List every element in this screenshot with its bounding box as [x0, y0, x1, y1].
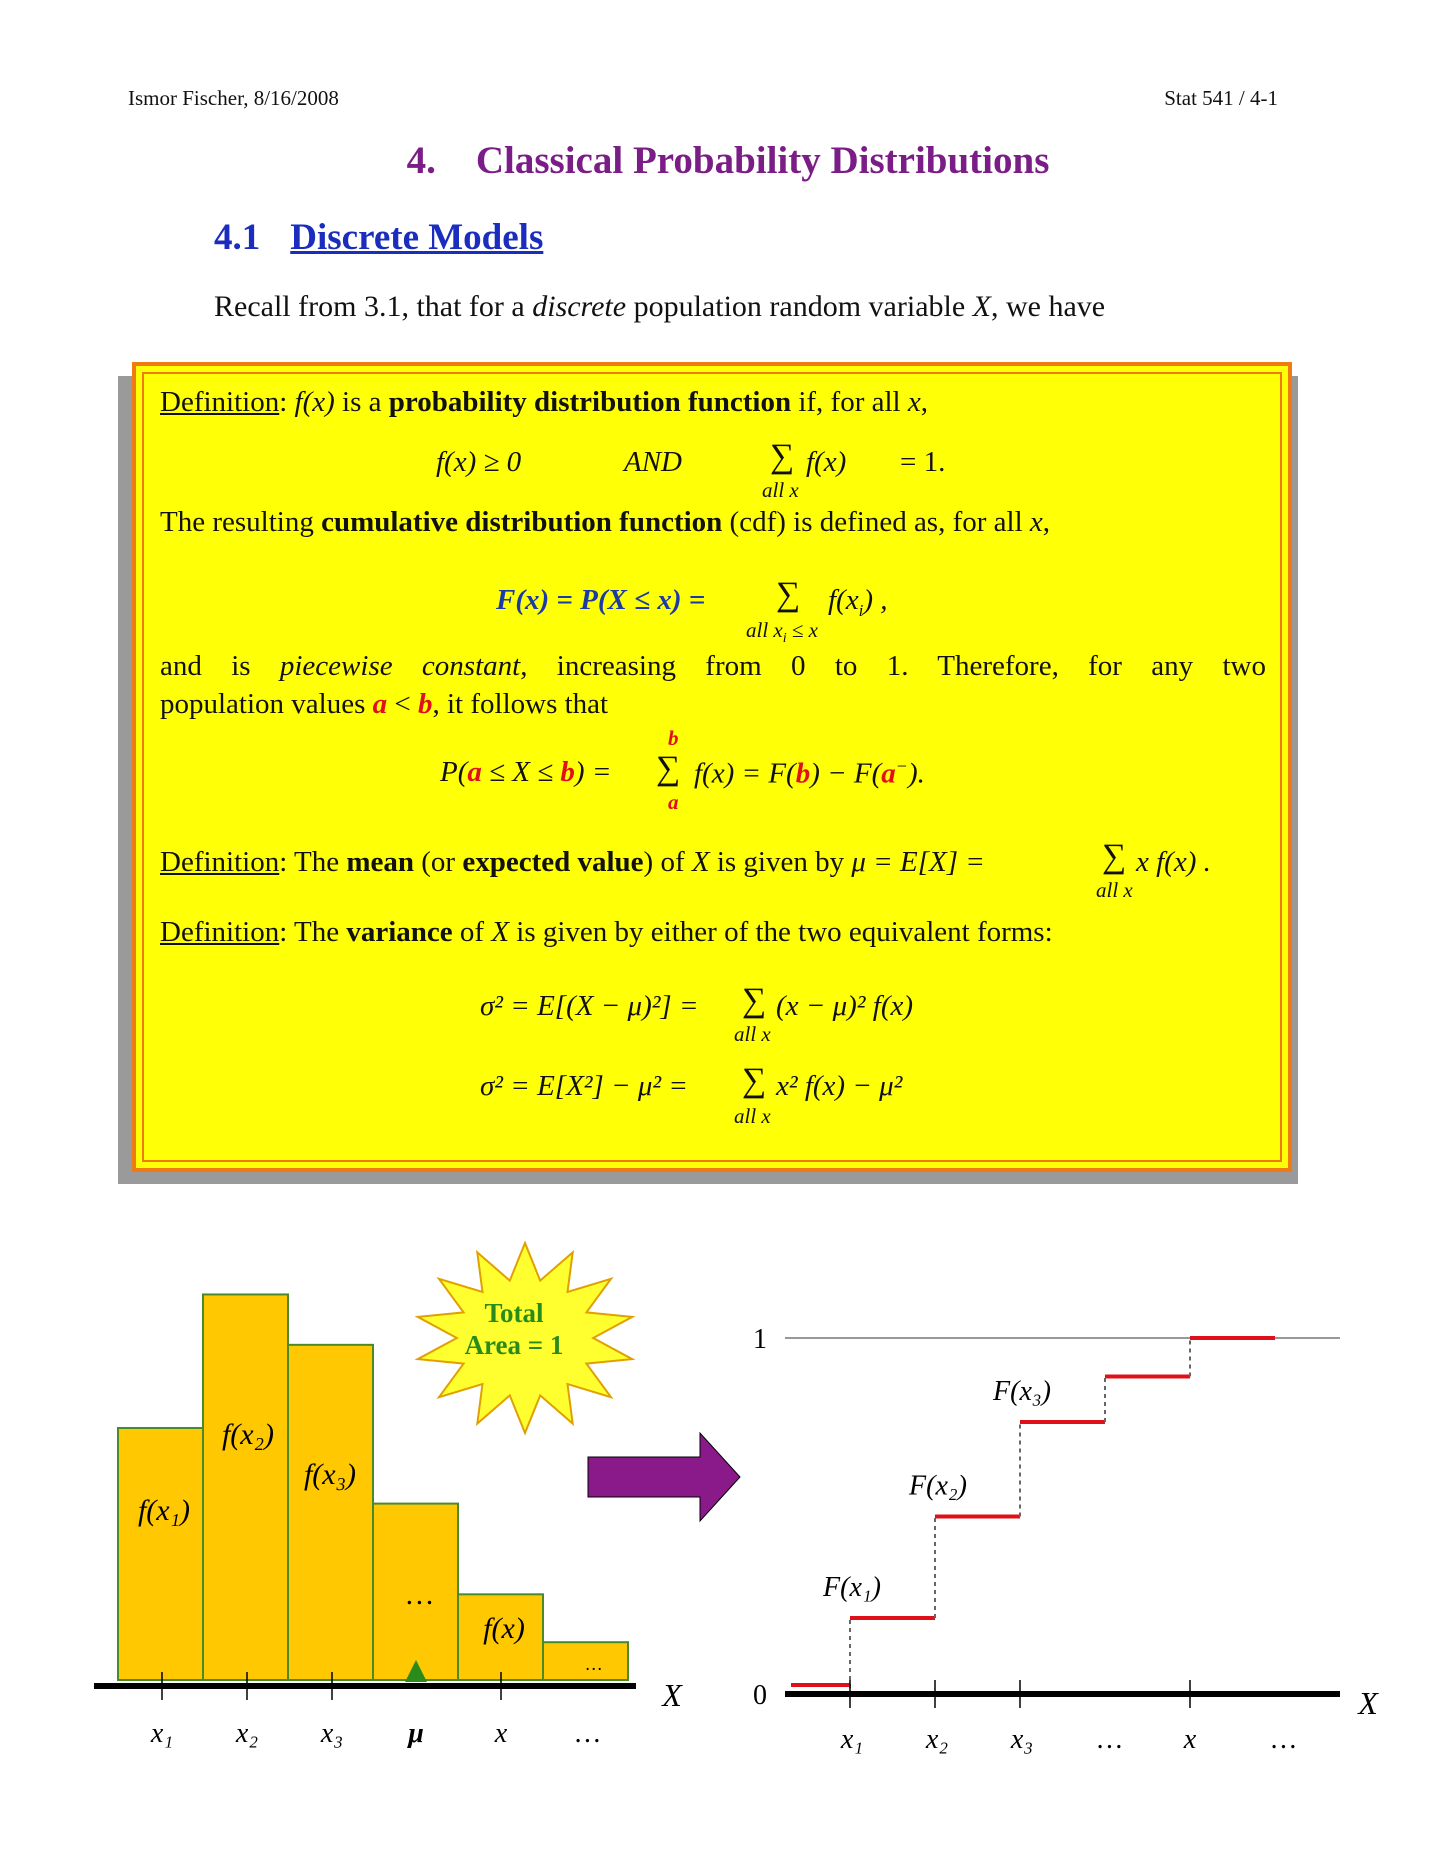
eq4-under: all x — [734, 1022, 771, 1046]
bar-label: … — [585, 1654, 603, 1674]
term-cdf: cumulative distribution function — [321, 506, 723, 538]
sigma-icon: ∑ — [770, 438, 795, 475]
text: < — [387, 688, 418, 720]
population-line — [160, 688, 608, 721]
var-a: a — [372, 688, 388, 720]
figures — [0, 1220, 1456, 1780]
tick-label: x₃ — [320, 1718, 344, 1749]
eq1-left: f(x) ≥ 0 — [436, 446, 522, 478]
text: , — [1042, 506, 1051, 538]
text: The resulting — [160, 506, 322, 538]
bar-label: … — [406, 1578, 434, 1611]
eq5-lhs: σ² = E[X²] − μ² = — [480, 1070, 688, 1102]
header-page-ref: Stat 541 / 4-1 — [1164, 86, 1278, 110]
histogram-bar — [203, 1294, 288, 1680]
eq2-under: all $x_i \le x$ — [746, 618, 818, 647]
starburst-line-2: Area = 1 — [464, 1330, 564, 1360]
starburst-line-1: Total — [484, 1298, 544, 1328]
intro-end: , we have — [991, 290, 1106, 323]
term-pdf: probability distribution function — [388, 386, 792, 418]
tick-label: … — [1271, 1724, 1297, 1755]
intro-text — [214, 290, 1105, 324]
text: , it follows that — [432, 688, 609, 720]
definition-1 — [160, 386, 928, 419]
bar-label: f(x₂) — [221, 1418, 275, 1451]
definition-label: Definition — [160, 386, 280, 418]
y-top-label: 1 — [753, 1324, 767, 1355]
intro-var: X — [972, 290, 991, 323]
cdf-step-label: F(x₁) — [823, 1572, 881, 1603]
var-x: x — [1029, 506, 1043, 538]
tick-label: … — [1097, 1724, 1123, 1755]
def2-sum: x f(x) . — [1136, 846, 1211, 878]
starburst — [418, 1243, 632, 1433]
section-link[interactable]: Discrete Models — [290, 217, 544, 258]
var-b: b — [418, 688, 433, 720]
axis-label: X — [662, 1677, 682, 1713]
eq4-rhs: (x − μ)² f(x) — [776, 990, 913, 1022]
term-expected-value: expected value — [462, 846, 644, 878]
sigma-icon: ∑ — [656, 750, 681, 787]
sigma-icon: ∑ — [742, 982, 767, 1019]
text: , increasing from 0 to 1. Therefore, for any two — [520, 650, 1266, 682]
eq3-top: b — [668, 726, 679, 750]
cdf-step-label: F(x₂) — [909, 1470, 967, 1502]
text: and is — [160, 650, 280, 682]
chapter-number: 4. — [406, 139, 436, 182]
definition-box — [132, 362, 1292, 1172]
text: (cdf) is defined as, for all — [722, 506, 1030, 538]
histogram-bar — [288, 1345, 373, 1680]
text: population values — [160, 688, 373, 720]
piecewise-line — [160, 650, 1266, 683]
chapter-title — [0, 138, 1456, 183]
tick-label: … — [575, 1718, 601, 1749]
tick-label: x₃ — [1010, 1724, 1034, 1755]
intro-em: discrete — [532, 290, 627, 323]
eq3-rhs: f(x) = F(b) − F(a−). — [694, 756, 925, 790]
eq1-eq: = 1. — [900, 446, 946, 478]
cdf-line — [160, 506, 1050, 539]
text: if, for all — [791, 386, 908, 418]
definition-2: Definition: The mean (or expected value) of X is given by μ = E[X] = — [160, 846, 985, 878]
eq1-and: AND — [624, 446, 682, 478]
eq5-rhs: x² f(x) − μ² — [776, 1070, 903, 1102]
eq1-under: all x — [762, 478, 799, 502]
cdf-plot — [753, 1324, 1379, 1755]
eq2-lhs: F(x) = P(X ≤ x) = — [496, 584, 706, 616]
emphasis: piecewise constant — [279, 650, 521, 682]
bar-label: f(x) — [483, 1612, 525, 1645]
tick-label: x — [494, 1718, 508, 1749]
colon: : — [279, 386, 295, 418]
header-author-date: Ismor Fischer, 8/16/2008 — [128, 86, 339, 110]
tick-label: x — [1183, 1724, 1197, 1755]
cdf-step-label: F(x₃) — [993, 1376, 1051, 1407]
text: , — [920, 386, 928, 418]
tick-label: μ — [408, 1718, 424, 1749]
y-bottom-label: 0 — [753, 1680, 767, 1711]
eq1-fx: f(x) — [806, 446, 847, 478]
bar-label: f(x₁) — [137, 1494, 191, 1527]
term-mean: mean — [346, 846, 414, 878]
chapter-title-text: Classical Probability Distributions — [475, 139, 1050, 182]
definition-label: Definition — [160, 916, 280, 948]
intro-post: population random variable — [626, 290, 973, 323]
section-number: 4.1 — [214, 217, 261, 258]
definition-3: Definition: The variance of X is given by either of the two equivalent forms: — [160, 916, 1053, 948]
sigma-icon: ∑ — [742, 1062, 767, 1099]
eq4-lhs: σ² = E[(X − μ)²] = — [480, 990, 699, 1022]
bar-label: f(x₃) — [303, 1458, 357, 1491]
eq5-under: all x — [734, 1104, 771, 1128]
eq3-lhs: P(a ≤ X ≤ b) = — [440, 756, 612, 788]
axis-label: X — [1358, 1685, 1378, 1721]
tick-label: x₁ — [150, 1718, 174, 1749]
intro-pre: Recall from 3.1, that for a — [214, 290, 533, 323]
eq2-rhs: $f(x_i)$ , — [828, 584, 888, 620]
arrow — [588, 1433, 740, 1521]
section-title — [214, 216, 543, 259]
sigma-icon: ∑ — [1102, 838, 1127, 875]
text: is a — [334, 386, 389, 418]
histogram-bar — [118, 1428, 203, 1680]
term-variance: variance — [346, 916, 453, 948]
var-x: x — [907, 386, 921, 418]
tick-label: x₂ — [235, 1718, 259, 1749]
fx: f(x) — [294, 386, 335, 418]
sigma-icon: ∑ — [776, 576, 801, 613]
def2-under: all x — [1096, 878, 1133, 902]
tick-label: x₂ — [925, 1724, 949, 1755]
definition-label: Definition — [160, 846, 280, 878]
tick-label: x₁ — [840, 1724, 864, 1755]
eq3-bottom: a — [668, 790, 679, 814]
